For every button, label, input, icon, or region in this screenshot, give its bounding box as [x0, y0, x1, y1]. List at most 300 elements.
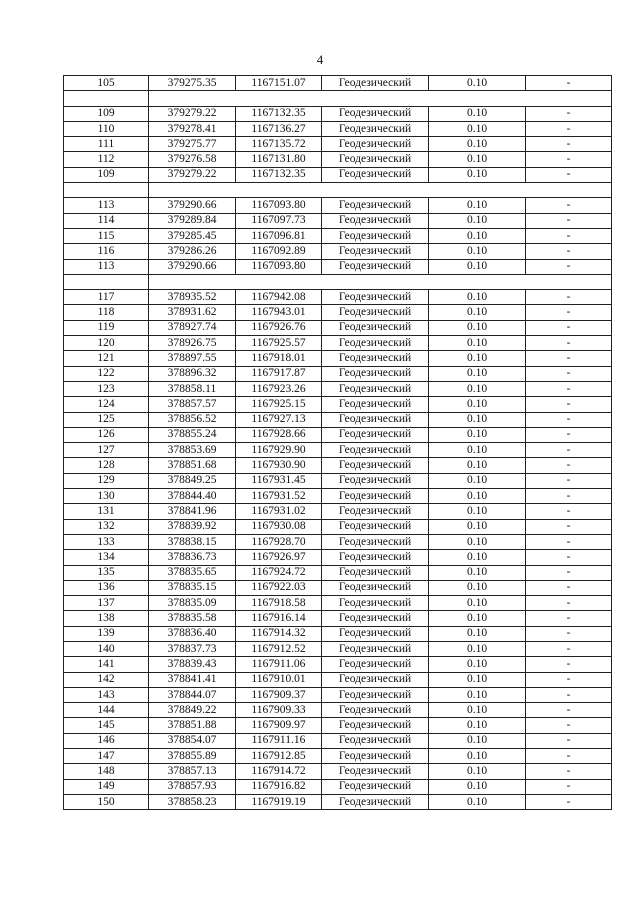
note-cell: -: [526, 121, 612, 136]
table-row: [64, 259, 612, 274]
x-coordinate-cell: 379279.22: [149, 106, 236, 121]
note-cell: -: [526, 381, 612, 396]
note-cell: -: [526, 259, 612, 274]
y-coordinate-cell: 1167930.90: [236, 458, 322, 473]
x-coordinate-cell: 379279.22: [149, 167, 236, 182]
note-cell: -: [526, 412, 612, 427]
page-number: 4: [316, 52, 324, 67]
y-coordinate-cell: 1167923.26: [236, 381, 322, 396]
y-coordinate-cell: 1167912.52: [236, 641, 322, 656]
y-coordinate-cell: 1167909.37: [236, 687, 322, 702]
point-number-cell: 130: [64, 489, 149, 504]
y-coordinate-cell: 1167914.72: [236, 764, 322, 779]
x-coordinate-cell: 378838.15: [149, 534, 236, 549]
y-coordinate-cell: 1167928.66: [236, 427, 322, 442]
point-number-cell: 140: [64, 641, 149, 656]
x-coordinate-cell: 379275.35: [149, 76, 236, 91]
y-coordinate-cell: 1167922.03: [236, 580, 322, 595]
point-number-cell: 119: [64, 320, 149, 335]
x-coordinate-cell: 378844.40: [149, 489, 236, 504]
method-cell: Геодезический: [322, 657, 429, 672]
accuracy-cell: 0.10: [429, 657, 526, 672]
table-row: [64, 489, 612, 504]
accuracy-cell: 0.10: [429, 641, 526, 656]
table-row: [64, 580, 612, 595]
x-coordinate-cell: 378835.09: [149, 596, 236, 611]
table-row: [64, 228, 612, 243]
table-row: [64, 672, 612, 687]
x-coordinate-cell: 379276.58: [149, 152, 236, 167]
point-number-cell: 115: [64, 228, 149, 243]
accuracy-cell: 0.10: [429, 550, 526, 565]
method-cell: Геодезический: [322, 427, 429, 442]
method-cell: Геодезический: [322, 687, 429, 702]
note-cell: -: [526, 106, 612, 121]
method-cell: Геодезический: [322, 733, 429, 748]
y-coordinate-cell: 1167926.76: [236, 320, 322, 335]
accuracy-cell: 0.10: [429, 580, 526, 595]
method-cell: Геодезический: [322, 137, 429, 152]
method-cell: Геодезический: [322, 519, 429, 534]
point-number-cell: 129: [64, 473, 149, 488]
x-coordinate-cell: 378856.52: [149, 412, 236, 427]
note-cell: -: [526, 397, 612, 412]
method-cell: Геодезический: [322, 749, 429, 764]
point-number-cell: 121: [64, 351, 149, 366]
point-number-cell: 132: [64, 519, 149, 534]
y-coordinate-cell: 1167931.52: [236, 489, 322, 504]
x-coordinate-cell: 378857.57: [149, 397, 236, 412]
x-coordinate-cell: 378836.73: [149, 550, 236, 565]
point-number-cell: 127: [64, 443, 149, 458]
method-cell: Геодезический: [322, 779, 429, 794]
point-number-cell: 143: [64, 687, 149, 702]
note-cell: -: [526, 596, 612, 611]
point-number-cell: 147: [64, 749, 149, 764]
y-coordinate-cell: 1167911.06: [236, 657, 322, 672]
note-cell: -: [526, 427, 612, 442]
coordinates-table-body: [64, 76, 612, 810]
table-row: [64, 779, 612, 794]
point-number-cell: 114: [64, 213, 149, 228]
separator-cell: [64, 183, 149, 198]
y-coordinate-cell: 1167136.27: [236, 121, 322, 136]
accuracy-cell: 0.10: [429, 167, 526, 182]
method-cell: Геодезический: [322, 672, 429, 687]
note-cell: -: [526, 519, 612, 534]
table-row: [64, 687, 612, 702]
point-number-cell: 122: [64, 366, 149, 381]
table-row: [64, 305, 612, 320]
y-coordinate-cell: 1167910.01: [236, 672, 322, 687]
point-number-cell: 109: [64, 167, 149, 182]
point-number-cell: 134: [64, 550, 149, 565]
y-coordinate-cell: 1167132.35: [236, 106, 322, 121]
separator-cell: [64, 274, 149, 289]
method-cell: Геодезический: [322, 366, 429, 381]
note-cell: -: [526, 687, 612, 702]
accuracy-cell: 0.10: [429, 427, 526, 442]
point-number-cell: 111: [64, 137, 149, 152]
point-number-cell: 131: [64, 504, 149, 519]
y-coordinate-cell: 1167911.16: [236, 733, 322, 748]
note-cell: -: [526, 733, 612, 748]
method-cell: Геодезический: [322, 641, 429, 656]
note-cell: -: [526, 565, 612, 580]
method-cell: Геодезический: [322, 580, 429, 595]
method-cell: Геодезический: [322, 611, 429, 626]
x-coordinate-cell: 378855.24: [149, 427, 236, 442]
x-coordinate-cell: 378841.96: [149, 504, 236, 519]
accuracy-cell: 0.10: [429, 473, 526, 488]
table-row: [64, 458, 612, 473]
note-cell: -: [526, 443, 612, 458]
x-coordinate-cell: 378855.89: [149, 749, 236, 764]
table-row: [64, 320, 612, 335]
note-cell: -: [526, 167, 612, 182]
y-coordinate-cell: 1167912.85: [236, 749, 322, 764]
accuracy-cell: 0.10: [429, 611, 526, 626]
point-number-cell: 110: [64, 121, 149, 136]
accuracy-cell: 0.10: [429, 198, 526, 213]
note-cell: -: [526, 351, 612, 366]
y-coordinate-cell: 1167096.81: [236, 228, 322, 243]
y-coordinate-cell: 1167927.13: [236, 412, 322, 427]
y-coordinate-cell: 1167925.57: [236, 336, 322, 351]
note-cell: -: [526, 749, 612, 764]
accuracy-cell: 0.10: [429, 749, 526, 764]
method-cell: Геодезический: [322, 106, 429, 121]
accuracy-cell: 0.10: [429, 733, 526, 748]
table-row: [64, 657, 612, 672]
y-coordinate-cell: 1167092.89: [236, 244, 322, 259]
note-cell: -: [526, 534, 612, 549]
table-row: [64, 137, 612, 152]
point-number-cell: 128: [64, 458, 149, 473]
method-cell: Геодезический: [322, 596, 429, 611]
point-number-cell: 139: [64, 626, 149, 641]
y-coordinate-cell: 1167909.33: [236, 703, 322, 718]
y-coordinate-cell: 1167942.08: [236, 290, 322, 305]
accuracy-cell: 0.10: [429, 443, 526, 458]
table-row: [64, 749, 612, 764]
point-number-cell: 145: [64, 718, 149, 733]
y-coordinate-cell: 1167919.19: [236, 794, 322, 809]
x-coordinate-cell: 379290.66: [149, 259, 236, 274]
point-number-cell: 133: [64, 534, 149, 549]
separator-cell: [64, 91, 149, 106]
method-cell: Геодезический: [322, 290, 429, 305]
y-coordinate-cell: 1167151.07: [236, 76, 322, 91]
note-cell: -: [526, 657, 612, 672]
y-coordinate-cell: 1167135.72: [236, 137, 322, 152]
table-row: [64, 550, 612, 565]
y-coordinate-cell: 1167931.02: [236, 504, 322, 519]
note-cell: -: [526, 244, 612, 259]
accuracy-cell: 0.10: [429, 703, 526, 718]
point-number-cell: 116: [64, 244, 149, 259]
group-separator-row: [64, 274, 612, 289]
accuracy-cell: 0.10: [429, 458, 526, 473]
x-coordinate-cell: 379286.26: [149, 244, 236, 259]
note-cell: -: [526, 473, 612, 488]
x-coordinate-cell: 378844.07: [149, 687, 236, 702]
point-number-cell: 138: [64, 611, 149, 626]
y-coordinate-cell: 1167918.58: [236, 596, 322, 611]
x-coordinate-cell: 379289.84: [149, 213, 236, 228]
point-number-cell: 118: [64, 305, 149, 320]
method-cell: Геодезический: [322, 198, 429, 213]
table-row: [64, 381, 612, 396]
table-row: [64, 427, 612, 442]
method-cell: Геодезический: [322, 764, 429, 779]
note-cell: -: [526, 764, 612, 779]
x-coordinate-cell: 378851.68: [149, 458, 236, 473]
x-coordinate-cell: 378858.23: [149, 794, 236, 809]
note-cell: -: [526, 550, 612, 565]
accuracy-cell: 0.10: [429, 534, 526, 549]
x-coordinate-cell: 378857.93: [149, 779, 236, 794]
method-cell: Геодезический: [322, 703, 429, 718]
note-cell: -: [526, 305, 612, 320]
point-number-cell: 137: [64, 596, 149, 611]
note-cell: -: [526, 198, 612, 213]
point-number-cell: 148: [64, 764, 149, 779]
separator-cell: [149, 274, 612, 289]
table-row: [64, 718, 612, 733]
note-cell: -: [526, 580, 612, 595]
y-coordinate-cell: 1167132.35: [236, 167, 322, 182]
x-coordinate-cell: 378853.69: [149, 443, 236, 458]
x-coordinate-cell: 378931.62: [149, 305, 236, 320]
accuracy-cell: 0.10: [429, 489, 526, 504]
accuracy-cell: 0.10: [429, 565, 526, 580]
table-row: [64, 703, 612, 718]
x-coordinate-cell: 379278.41: [149, 121, 236, 136]
y-coordinate-cell: 1167916.82: [236, 779, 322, 794]
accuracy-cell: 0.10: [429, 290, 526, 305]
x-coordinate-cell: 378837.73: [149, 641, 236, 656]
table-row: [64, 106, 612, 121]
note-cell: -: [526, 672, 612, 687]
accuracy-cell: 0.10: [429, 152, 526, 167]
note-cell: -: [526, 504, 612, 519]
x-coordinate-cell: 378849.25: [149, 473, 236, 488]
method-cell: Геодезический: [322, 305, 429, 320]
coordinates-table: [63, 75, 612, 810]
accuracy-cell: 0.10: [429, 596, 526, 611]
table-row: [64, 213, 612, 228]
point-number-cell: 125: [64, 412, 149, 427]
table-row: [64, 596, 612, 611]
x-coordinate-cell: 378854.07: [149, 733, 236, 748]
method-cell: Геодезический: [322, 259, 429, 274]
point-number-cell: 149: [64, 779, 149, 794]
y-coordinate-cell: 1167909.97: [236, 718, 322, 733]
accuracy-cell: 0.10: [429, 137, 526, 152]
y-coordinate-cell: 1167093.80: [236, 259, 322, 274]
method-cell: Геодезический: [322, 458, 429, 473]
table-row: [64, 534, 612, 549]
table-row: [64, 443, 612, 458]
point-number-cell: 144: [64, 703, 149, 718]
table-row: [64, 794, 612, 809]
note-cell: -: [526, 611, 612, 626]
point-number-cell: 150: [64, 794, 149, 809]
method-cell: Геодезический: [322, 504, 429, 519]
y-coordinate-cell: 1167097.73: [236, 213, 322, 228]
group-separator-row: [64, 183, 612, 198]
method-cell: Геодезический: [322, 213, 429, 228]
point-number-cell: 117: [64, 290, 149, 305]
accuracy-cell: 0.10: [429, 764, 526, 779]
x-coordinate-cell: 378839.43: [149, 657, 236, 672]
note-cell: -: [526, 779, 612, 794]
separator-cell: [149, 91, 612, 106]
method-cell: Геодезический: [322, 550, 429, 565]
accuracy-cell: 0.10: [429, 366, 526, 381]
method-cell: Геодезический: [322, 351, 429, 366]
accuracy-cell: 0.10: [429, 351, 526, 366]
table-row: [64, 764, 612, 779]
method-cell: Геодезический: [322, 381, 429, 396]
x-coordinate-cell: 378858.11: [149, 381, 236, 396]
table-row: [64, 290, 612, 305]
table-row: [64, 626, 612, 641]
x-coordinate-cell: 378841.41: [149, 672, 236, 687]
point-number-cell: 123: [64, 381, 149, 396]
note-cell: -: [526, 718, 612, 733]
accuracy-cell: 0.10: [429, 504, 526, 519]
accuracy-cell: 0.10: [429, 718, 526, 733]
accuracy-cell: 0.10: [429, 213, 526, 228]
method-cell: Геодезический: [322, 473, 429, 488]
method-cell: Геодезический: [322, 443, 429, 458]
accuracy-cell: 0.10: [429, 305, 526, 320]
accuracy-cell: 0.10: [429, 106, 526, 121]
note-cell: -: [526, 336, 612, 351]
table-row: [64, 412, 612, 427]
table-row: [64, 397, 612, 412]
note-cell: -: [526, 794, 612, 809]
note-cell: -: [526, 489, 612, 504]
method-cell: Геодезический: [322, 489, 429, 504]
accuracy-cell: 0.10: [429, 672, 526, 687]
method-cell: Геодезический: [322, 152, 429, 167]
table-row: [64, 611, 612, 626]
x-coordinate-cell: 378836.40: [149, 626, 236, 641]
table-row: [64, 733, 612, 748]
y-coordinate-cell: 1167917.87: [236, 366, 322, 381]
point-number-cell: 126: [64, 427, 149, 442]
y-coordinate-cell: 1167928.70: [236, 534, 322, 549]
method-cell: Геодезический: [322, 565, 429, 580]
y-coordinate-cell: 1167926.97: [236, 550, 322, 565]
note-cell: -: [526, 290, 612, 305]
note-cell: -: [526, 76, 612, 91]
x-coordinate-cell: 378839.92: [149, 519, 236, 534]
method-cell: Геодезический: [322, 336, 429, 351]
x-coordinate-cell: 378935.52: [149, 290, 236, 305]
y-coordinate-cell: 1167943.01: [236, 305, 322, 320]
accuracy-cell: 0.10: [429, 626, 526, 641]
note-cell: -: [526, 320, 612, 335]
accuracy-cell: 0.10: [429, 779, 526, 794]
method-cell: Геодезический: [322, 718, 429, 733]
note-cell: -: [526, 458, 612, 473]
table-row: [64, 351, 612, 366]
note-cell: -: [526, 137, 612, 152]
y-coordinate-cell: 1167918.01: [236, 351, 322, 366]
accuracy-cell: 0.10: [429, 76, 526, 91]
method-cell: Геодезический: [322, 76, 429, 91]
accuracy-cell: 0.10: [429, 687, 526, 702]
point-number-cell: 146: [64, 733, 149, 748]
method-cell: Геодезический: [322, 397, 429, 412]
accuracy-cell: 0.10: [429, 397, 526, 412]
point-number-cell: 109: [64, 106, 149, 121]
y-coordinate-cell: 1167930.08: [236, 519, 322, 534]
method-cell: Геодезический: [322, 121, 429, 136]
method-cell: Геодезический: [322, 534, 429, 549]
x-coordinate-cell: 378835.15: [149, 580, 236, 595]
point-number-cell: 113: [64, 198, 149, 213]
y-coordinate-cell: 1167916.14: [236, 611, 322, 626]
point-number-cell: 141: [64, 657, 149, 672]
table-row: [64, 336, 612, 351]
accuracy-cell: 0.10: [429, 244, 526, 259]
point-number-cell: 135: [64, 565, 149, 580]
method-cell: Геодезический: [322, 412, 429, 427]
y-coordinate-cell: 1167931.45: [236, 473, 322, 488]
accuracy-cell: 0.10: [429, 228, 526, 243]
method-cell: Геодезический: [322, 167, 429, 182]
y-coordinate-cell: 1167924.72: [236, 565, 322, 580]
x-coordinate-cell: 379290.66: [149, 198, 236, 213]
table-row: [64, 244, 612, 259]
point-number-cell: 105: [64, 76, 149, 91]
point-number-cell: 120: [64, 336, 149, 351]
y-coordinate-cell: 1167914.32: [236, 626, 322, 641]
table-row: [64, 121, 612, 136]
table-row: [64, 152, 612, 167]
group-separator-row: [64, 91, 612, 106]
method-cell: Геодезический: [322, 626, 429, 641]
y-coordinate-cell: 1167925.15: [236, 397, 322, 412]
x-coordinate-cell: 378857.13: [149, 764, 236, 779]
y-coordinate-cell: 1167929.90: [236, 443, 322, 458]
table-row: [64, 366, 612, 381]
table-row: [64, 76, 612, 91]
note-cell: -: [526, 703, 612, 718]
y-coordinate-cell: 1167131.80: [236, 152, 322, 167]
x-coordinate-cell: 378926.75: [149, 336, 236, 351]
point-number-cell: 142: [64, 672, 149, 687]
table-row: [64, 565, 612, 580]
note-cell: -: [526, 213, 612, 228]
accuracy-cell: 0.10: [429, 336, 526, 351]
note-cell: -: [526, 626, 612, 641]
method-cell: Геодезический: [322, 320, 429, 335]
point-number-cell: 136: [64, 580, 149, 595]
x-coordinate-cell: 378927.74: [149, 320, 236, 335]
point-number-cell: 112: [64, 152, 149, 167]
x-coordinate-cell: 378897.55: [149, 351, 236, 366]
table-row: [64, 504, 612, 519]
x-coordinate-cell: 378835.65: [149, 565, 236, 580]
table-row: [64, 198, 612, 213]
x-coordinate-cell: 378896.32: [149, 366, 236, 381]
